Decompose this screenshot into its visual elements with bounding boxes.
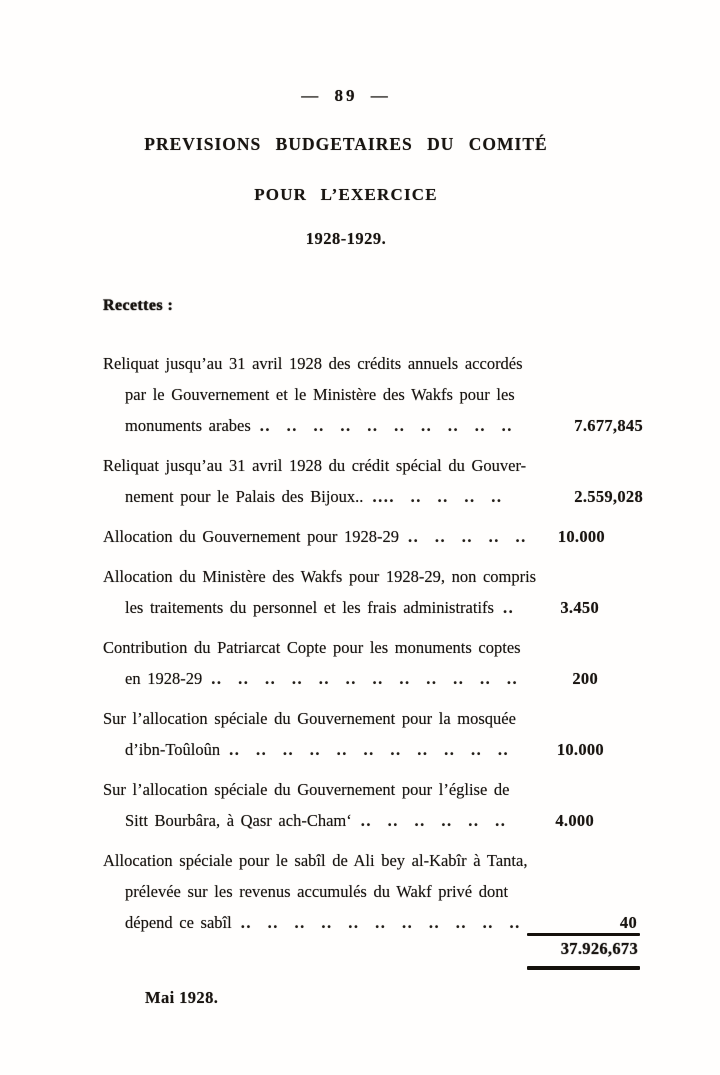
ledger-item [103,632,643,694]
item-amount: 2.559,028 [574,481,643,512]
dot-leader: .. .. .. .. .. .. .. .. .. .. .. [240,913,521,932]
section-label-recettes: Recettes : [103,297,174,314]
item-line: Contribution du Patriarcat Copte pour les monuments coptes [103,638,521,657]
dot-leader: .. .. .. .. .. .. .. .. .. .. [259,416,513,435]
item-line [103,663,643,694]
footer-date: Mai 1928. [145,988,219,1007]
item-line: Sur l’allocation spéciale du Gouvernement pour la mosquée [103,709,516,728]
item-line: Sur l’allocation spéciale du Gouvernement pour l’église de [103,780,510,799]
dot-leader: .. .. .. .. .. [407,527,527,546]
ledger-item [103,348,643,441]
ledger-item [103,845,643,938]
ledger-item [103,774,643,836]
item-line: Allocation spéciale pour le sabîl de Ali bey al-Kabîr à Tanta, [103,851,528,870]
item-line [103,481,643,512]
item-amount: 4.000 [555,805,594,836]
dot-leader: .... .. .. .. .. [372,487,503,506]
item-text: Allocation du Gouvernement pour 1928-29 [103,527,399,546]
item-text: les traitements du personnel et les frais administratifs [125,598,494,617]
ledger-item [103,450,643,512]
item-line [103,410,643,441]
fiscal-period: 1928-1929. [305,229,387,248]
item-text: dépend ce sabîl [125,913,232,932]
item-amount: 10.000 [558,521,605,552]
total-amount: 37.926,673 [560,939,638,958]
receipts-ledger [103,348,643,938]
ledger-item [103,521,643,552]
item-amount: 3.450 [560,592,599,623]
item-text: en 1928-29 [125,669,203,688]
item-line: Reliquat jusqu’au 31 avril 1928 du crédit spécial du Gouver- [103,456,527,475]
dot-leader: .. .. .. .. .. .. .. .. .. .. .. .. [211,669,519,688]
item-line: par le Gouvernement et le Ministère des Wakfs pour les [125,385,515,404]
document-title: PREVISIONS BUDGETAIRES DU COMITÉ [144,134,548,154]
document-header [0,0,692,249]
item-text: Sitt Bourbâra, à Qasr ach-Cham‘ [125,811,352,830]
item-line: prélevée sur les revenus accumulés du Wakf privé dont [125,882,509,901]
receipts-total [527,933,640,970]
item-text: monuments arabes [125,416,251,435]
document-subtitle: POUR L’EXERCICE [254,185,438,204]
item-text: d’ibn-Toûloûn [125,740,221,759]
total-rule-bottom [527,966,640,970]
item-text: nement pour le Palais des Bijoux.. [125,487,364,506]
item-amount: 7.677,845 [574,410,643,441]
page-number: — 89 — [301,86,391,105]
dot-leader: .. [502,598,515,617]
item-line: Allocation du Ministère des Wakfs pour 1928-29, non compris [103,567,537,586]
ledger-item [103,561,643,623]
item-amount: 10.000 [557,734,604,765]
dot-leader: .. .. .. .. .. .. .. .. .. .. .. [229,740,510,759]
ledger-item [103,703,643,765]
dot-leader: .. .. .. .. .. .. [360,811,507,830]
item-line: Reliquat jusqu’au 31 avril 1928 des crédits annuels accordés [103,354,523,373]
item-amount: 200 [572,663,598,694]
item-amount: 40 [620,907,637,938]
